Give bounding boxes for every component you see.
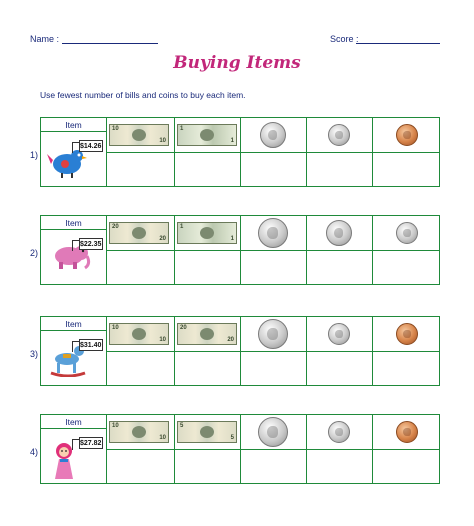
answer-cell[interactable]: [108, 452, 173, 482]
item-header-label: Item: [65, 120, 82, 130]
page-title: Buying Items: [173, 53, 301, 73]
20-dollar-bill-icon: [177, 323, 237, 345]
coin-profile: [403, 229, 411, 238]
10-dollar-bill-icon: [109, 124, 169, 146]
grid-divider: [106, 351, 439, 352]
coin-profile: [267, 426, 278, 438]
bill-denomination: 20: [227, 337, 234, 343]
item-header-cell: [41, 415, 106, 429]
answer-cell[interactable]: [108, 155, 173, 185]
bill-denomination: 10: [159, 337, 166, 343]
item-header-label: Item: [65, 218, 82, 228]
coin-profile: [334, 228, 343, 239]
answer-cell[interactable]: [374, 253, 438, 283]
item-header-label: Item: [65, 319, 82, 329]
10-dollar-bill-icon: [109, 323, 169, 345]
bill-denomination: 20: [180, 325, 187, 331]
bill-denomination: 10: [159, 435, 166, 441]
coin-profile: [267, 328, 278, 340]
name-field-line[interactable]: [62, 43, 158, 44]
answer-cell[interactable]: [242, 452, 305, 482]
bill-denomination: 20: [112, 224, 119, 230]
bill-denomination: 20: [159, 236, 166, 242]
penny-icon: [396, 421, 418, 443]
answer-cell[interactable]: [176, 253, 239, 283]
answer-grid: [40, 414, 440, 484]
portrait-icon: [132, 328, 146, 340]
portrait-icon: [200, 426, 214, 438]
bill-denomination: 5: [230, 435, 234, 441]
answer-grid: [40, 316, 440, 386]
answer-cell[interactable]: [108, 253, 173, 283]
item-header-cell: [41, 216, 106, 230]
answer-cell[interactable]: [176, 155, 239, 185]
portrait-icon: [132, 227, 146, 239]
half-dollar-icon: [258, 417, 288, 447]
bill-denomination: 5: [180, 423, 184, 429]
grid-divider: [106, 250, 439, 251]
penny-icon: [396, 323, 418, 345]
answer-cell[interactable]: [308, 253, 371, 283]
coin-profile: [403, 131, 411, 140]
dime-icon: [328, 124, 350, 146]
20-dollar-bill-icon: [109, 222, 169, 244]
dime-icon: [396, 222, 418, 244]
coin-profile: [335, 131, 343, 140]
answer-cell[interactable]: [308, 354, 371, 384]
name-label: Name :: [30, 34, 60, 44]
grid-divider: [106, 152, 439, 153]
bill-denomination: 10: [112, 325, 119, 331]
quarter-icon: [260, 122, 286, 148]
problem-number: 1): [30, 150, 39, 160]
bill-denomination: 10: [159, 138, 166, 144]
answer-cell[interactable]: [374, 155, 438, 185]
header: [0, 34, 474, 50]
score-label: Score :: [330, 34, 359, 44]
answer-cell[interactable]: [108, 354, 173, 384]
1-dollar-bill-icon: [177, 124, 237, 146]
price-tag: $31.40: [79, 339, 103, 351]
10-dollar-bill-icon: [109, 421, 169, 443]
problem-number: 3): [30, 349, 39, 359]
answer-cell[interactable]: [308, 452, 371, 482]
problem-4: [0, 414, 474, 484]
coin-profile: [335, 330, 343, 339]
item-header-cell: [41, 118, 106, 132]
problem-1: [0, 117, 474, 187]
price-tag: $22.35: [79, 238, 103, 250]
5-dollar-bill-icon: [177, 421, 237, 443]
1-dollar-bill-icon: [177, 222, 237, 244]
coin-profile: [403, 428, 411, 437]
bill-denomination: 10: [112, 126, 119, 132]
problem-2: [0, 215, 474, 285]
half-dollar-icon: [258, 218, 288, 248]
price-tag: $27.82: [79, 437, 103, 449]
dime-icon: [328, 323, 350, 345]
problem-3: [0, 316, 474, 386]
coin-profile: [268, 130, 277, 141]
problem-number: 2): [30, 248, 39, 258]
coin-profile: [335, 428, 343, 437]
penny-icon: [396, 124, 418, 146]
score-field-line[interactable]: [356, 43, 440, 44]
answer-cell[interactable]: [176, 452, 239, 482]
bill-denomination: 1: [180, 224, 184, 230]
coin-profile: [403, 330, 411, 339]
item-header-cell: [41, 317, 106, 331]
bill-denomination: 10: [112, 423, 119, 429]
price-tag: $14.26: [79, 140, 103, 152]
portrait-icon: [132, 129, 146, 141]
portrait-icon: [200, 328, 214, 340]
answer-grid: [40, 117, 440, 187]
item-header-label: Item: [65, 417, 82, 427]
answer-cell[interactable]: [242, 354, 305, 384]
bill-denomination: 1: [230, 138, 234, 144]
answer-cell[interactable]: [242, 155, 305, 185]
instruction-text: Use fewest number of bills and coins to buy each item.: [40, 90, 246, 100]
answer-cell[interactable]: [374, 354, 438, 384]
dime-icon: [328, 421, 350, 443]
portrait-icon: [200, 129, 214, 141]
answer-cell[interactable]: [308, 155, 371, 185]
bill-denomination: 1: [230, 236, 234, 242]
bill-denomination: 1: [180, 126, 184, 132]
answer-grid: [40, 215, 440, 285]
half-dollar-icon: [258, 319, 288, 349]
problem-number: 4): [30, 447, 39, 457]
answer-cell[interactable]: [242, 253, 305, 283]
answer-cell[interactable]: [374, 452, 438, 482]
portrait-icon: [200, 227, 214, 239]
grid-divider: [106, 449, 439, 450]
coin-profile: [267, 227, 278, 239]
quarter-icon: [326, 220, 352, 246]
answer-cell[interactable]: [176, 354, 239, 384]
portrait-icon: [132, 426, 146, 438]
